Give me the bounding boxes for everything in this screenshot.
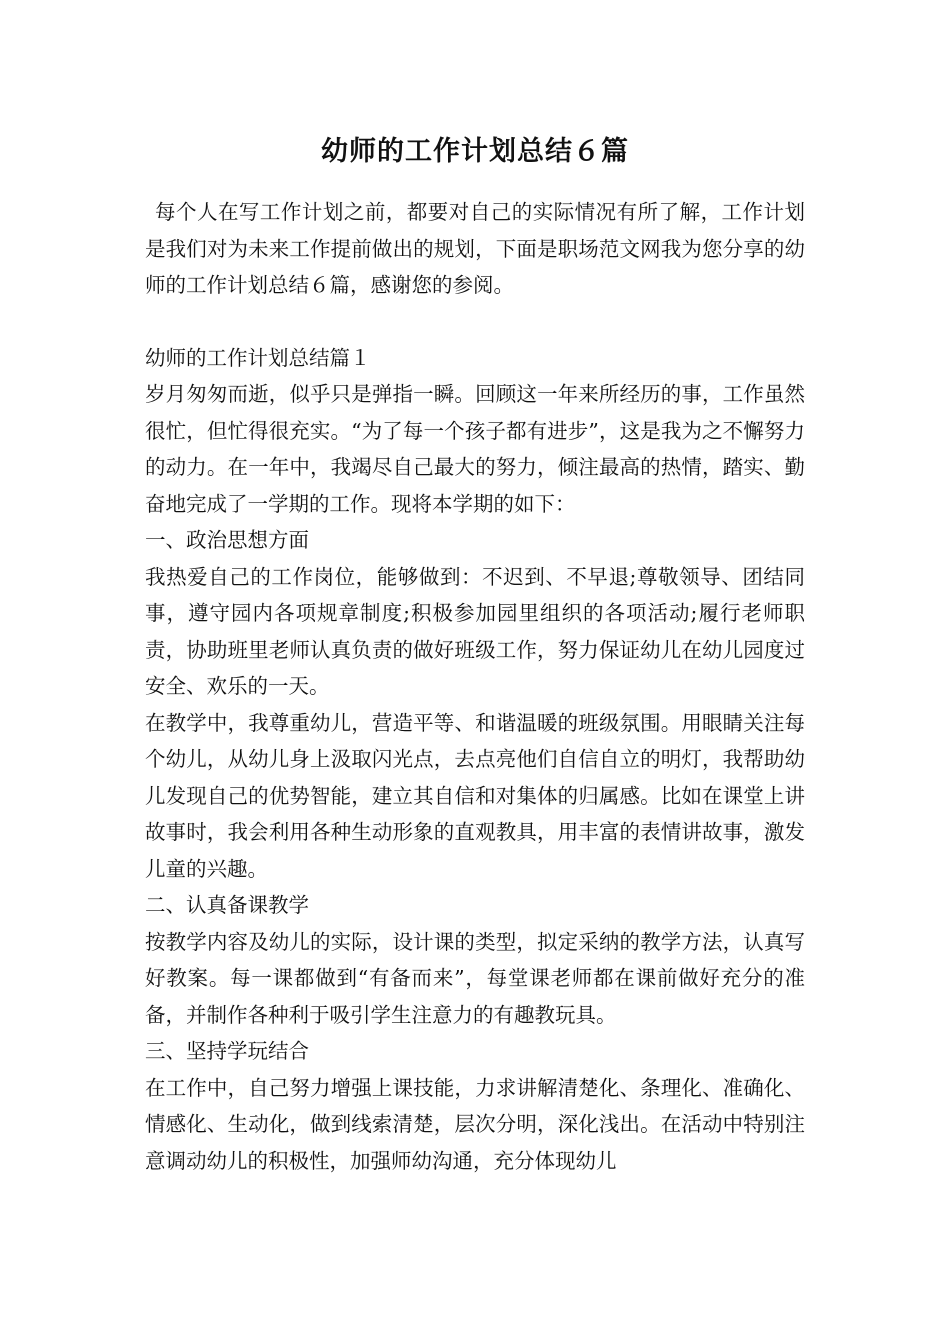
section-heading: 二、认真备课教学 — [145, 893, 309, 917]
body-paragraph: 在教学中，我尊重幼儿，营造平等、和谐温暖的班级氛围。用眼睛关注每个幼儿，从幼儿身上汲取闪光点，去点亮他们自信自立的明灯，我帮助幼儿发现自己的优势智能，建立其自信和对集体的归属感。比如在课堂上讲故事时，我会利用各种生动形象的直观教具，用丰富的表情讲故事，激发儿童的兴趣。 — [145, 710, 805, 881]
document-page — [145, 128, 805, 1179]
section-heading: 幼师的工作计划总结篇１ — [145, 345, 371, 370]
document-title: 幼师的工作计划总结６篇 — [321, 136, 629, 167]
body-paragraph: 在工作中，自己努力增强上课技能，力求讲解清楚化、条理化、准确化、情感化、生动化，做到线索清楚，层次分明，深化浅出。在活动中特别注意调动幼儿的积极性，加强师幼沟通，充分体现幼儿 — [145, 1075, 805, 1173]
section-heading: 一、政治思想方面 — [145, 528, 309, 552]
body-paragraph: 岁月匆匆而逝，似乎只是弹指一瞬。回顾这一年来所经历的事，工作虽然很忙，但忙得很充实。“为了每一个孩子都有进步”，这是我为之不懈努力的动力。在一年中，我竭尽自己最大的努力，倾注最高的热情，踏实、勤奋地完成了一学期的工作。现将本学期的如下： — [145, 382, 805, 516]
body-paragraph: 按教学内容及幼儿的实际，设计课的类型，拟定采纳的教学方法，认真写好教案。每一课都做到“有备而来”，每堂课老师都在课前做好充分的准备，并制作各种利于吸引学生注意力的有趣教玩具。 — [145, 929, 805, 1027]
intro-paragraph: 每个人在写工作计划之前，都要对自己的实际情况有所了解，工作计划是我们对为未来工作提前做出的规划，下面是职场范文网我为您分享的幼师的工作计划总结６篇，感谢您的参阅。 — [145, 200, 805, 297]
section-heading: 三、坚持学玩结合 — [145, 1039, 309, 1063]
body-paragraph: 我热爱自己的工作岗位，能够做到：不迟到、不早退;尊敬领导、团结同事，遵守园内各项规章制度;积极参加园里组织的各项活动;履行老师职责，协助班里老师认真负责的做好班级工作，努力保证幼儿在幼儿园度过安全、欢乐的一天。 — [145, 564, 805, 698]
paragraph-gap — [145, 304, 805, 340]
